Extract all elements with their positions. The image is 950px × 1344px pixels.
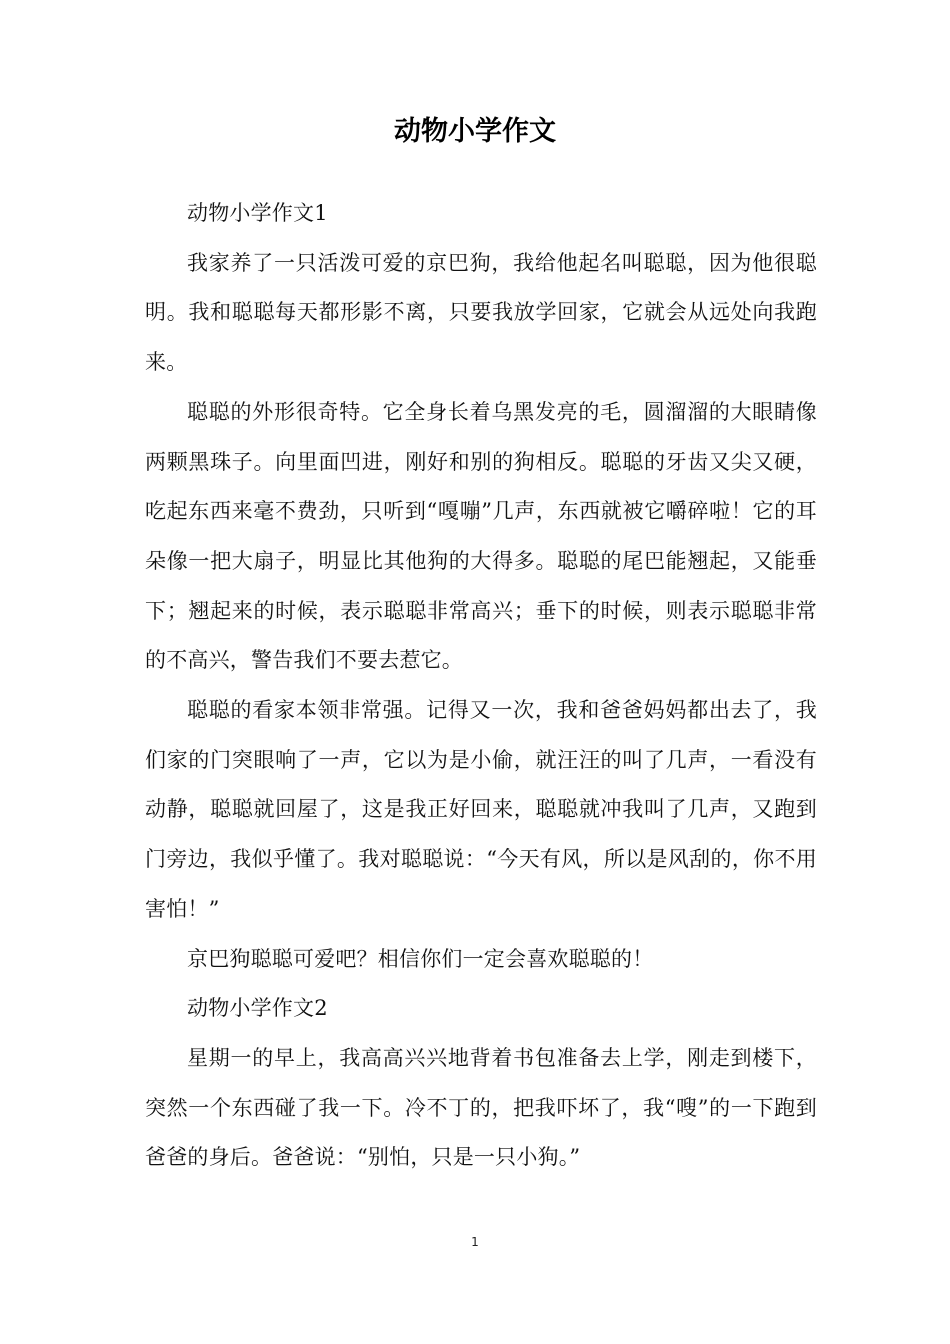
body-paragraph: 京巴狗聪聪可爱吧？相信你们一定会喜欢聪聪的！ [187, 946, 654, 971]
page-number: 1 [471, 1235, 479, 1249]
document-body [145, 189, 817, 1183]
essay-heading-2: 动物小学作文2 [187, 996, 328, 1021]
body-paragraph: 聪聪的外形很奇特。它全身长着乌黑发亮的毛，圆溜溜的大眼睛像两颗黑珠子。向里面凹进，刚好和别的狗相反。聪聪的牙齿又尖又硬，吃起东西来毫不费劲，只听到“嘎嘣”几声，东西就被它嚼碎啦！它的耳朵像一把大扇子，明显比其他狗的大得多。聪聪的尾巴能翘起，又能垂下；翘起来的时候，表示聪聪非常高兴；垂下的时候，则表示聪聪非常的不高兴，警告我们不要去惹它。 [145, 399, 817, 673]
body-paragraph: 我家养了一只活泼可爱的京巴狗，我给他起名叫聪聪，因为他很聪明。我和聪聪每天都形影不离，只要我放学回家，它就会从远处向我跑来。 [145, 250, 817, 375]
body-paragraph: 星期一的早上，我高高兴兴地背着书包准备去上学，刚走到楼下，突然一个东西碰了我一下。冷不丁的，把我吓坏了，我“嗖”的一下跑到爸爸的身后。爸爸说：“别怕，只是一只小狗。” [145, 1045, 817, 1170]
document-title: 动物小学作文 [394, 116, 556, 147]
essay-heading-1: 动物小学作文1 [187, 201, 328, 225]
body-paragraph: 聪聪的看家本领非常强。记得又一次，我和爸爸妈妈都出去了，我们家的门突眼响了一声，它以为是小偷，就汪汪的叫了几声，一看没有动静，聪聪就回屋了，这是我正好回来，聪聪就冲我叫了几声，又跑到门旁边，我似乎懂了。我对聪聪说：“今天有风，所以是风刮的，你不用害怕！” [145, 698, 817, 921]
